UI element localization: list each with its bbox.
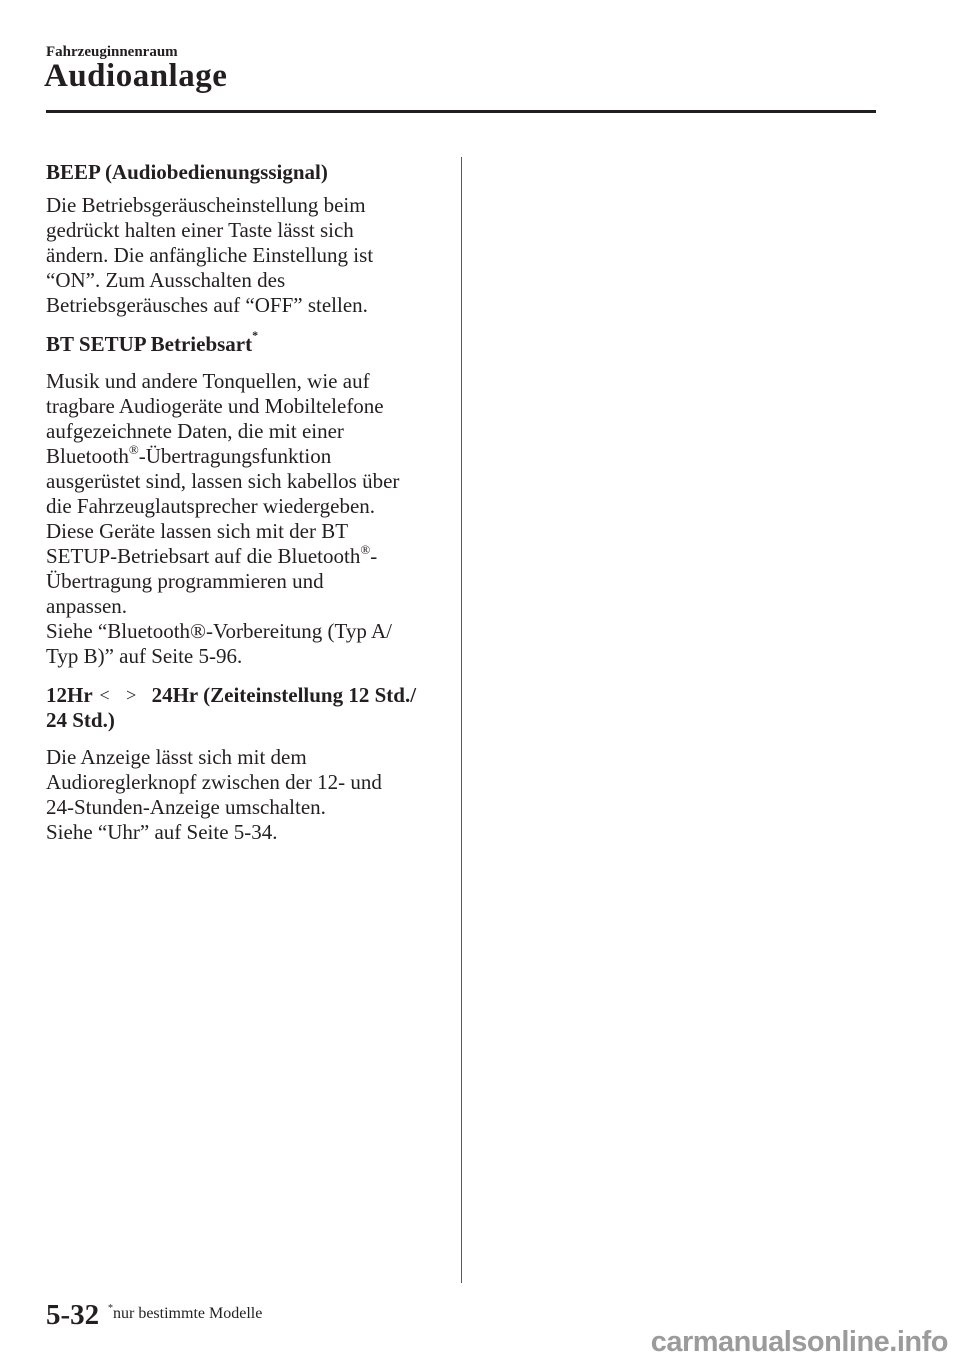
beep-line-4: “ON”. Zum Ausschalten des [46,268,286,292]
bt-line-10: anpassen. [46,594,128,618]
left-right-arrows-icon: < > [99,685,143,705]
clock-line-3: 24-Stunden-Anzeige umschalten. [46,795,326,819]
clock-paragraph [46,745,446,845]
footnote-text: nur bestimmte Modelle [113,1305,263,1322]
bt-line-5: ausgerüstet sind, lassen sich kabellos über [46,469,400,493]
beep-heading-text: BEEP (Audiobedienungssignal) [46,160,328,184]
watermark: carmanualsonline.info [650,1326,948,1358]
beep-line-2: gedrückt halten einer Taste lässt sich [46,218,354,242]
bt-line-4a: Bluetooth [46,444,129,468]
beep-line-5: Betriebsgeräusches auf “OFF” stellen. [46,293,368,317]
clock-line-4: Siehe “Uhr” auf Seite 5-34. [46,820,278,844]
clock-heading-a: 12Hr [46,683,93,707]
bt-line-8a: SETUP-Betriebsart auf die Bluetooth [46,544,361,568]
section-label: Fahrzeuginnenraum [46,44,178,60]
bt-line-2: tragbare Audiogeräte und Mobiltelefone [46,394,384,418]
bt-line-12: Typ B)” auf Seite 5-96. [46,644,243,668]
clock-line-2: Audioreglerknopf zwischen der 12- und [46,770,382,794]
column-divider [461,157,462,1283]
beep-heading [46,160,446,185]
bt-line-6: die Fahrzeuglautsprecher wiedergeben. [46,494,376,518]
bt-line-11: Siehe “Bluetooth®-Vorbereitung (Typ A/ [46,619,392,643]
clock-heading-c: 24 Std.) [46,708,115,732]
clock-heading-b: 24Hr (Zeiteinstellung 12 Std./ [151,683,417,707]
bt-paragraph [46,369,446,669]
clock-line-1: Die Anzeige lässt sich mit dem [46,745,307,769]
beep-line-3: ändern. Die anfängliche Einstellung ist [46,243,374,267]
beep-line-1: Die Betriebsgeräuscheinstellung beim [46,193,366,217]
bt-line-8b: - [370,544,378,568]
bt-line-7: Diese Geräte lassen sich mit der BT [46,519,349,543]
clock-heading [46,683,446,733]
asterisk-icon: * [108,1303,113,1314]
footnote [108,1305,262,1323]
bt-line-1: Musik und andere Tonquellen, wie auf [46,369,370,393]
bt-line-3: aufgezeichnete Daten, die mit einer [46,419,344,443]
header-rule [46,110,876,113]
bt-heading-text: BT SETUP Betriebsart [46,332,253,356]
main-column [46,160,446,854]
page-number: 5-32 [46,1299,100,1331]
asterisk-icon: * [252,328,259,342]
registered-mark: ® [360,542,371,557]
beep-paragraph [46,193,446,318]
bt-heading [46,328,446,357]
page-title: Audioanlage [44,58,228,94]
registered-mark: ® [128,442,139,457]
bt-line-9: Übertragung programmieren und [46,569,324,593]
bt-line-4b: -Übertragungsfunktion [138,444,332,468]
